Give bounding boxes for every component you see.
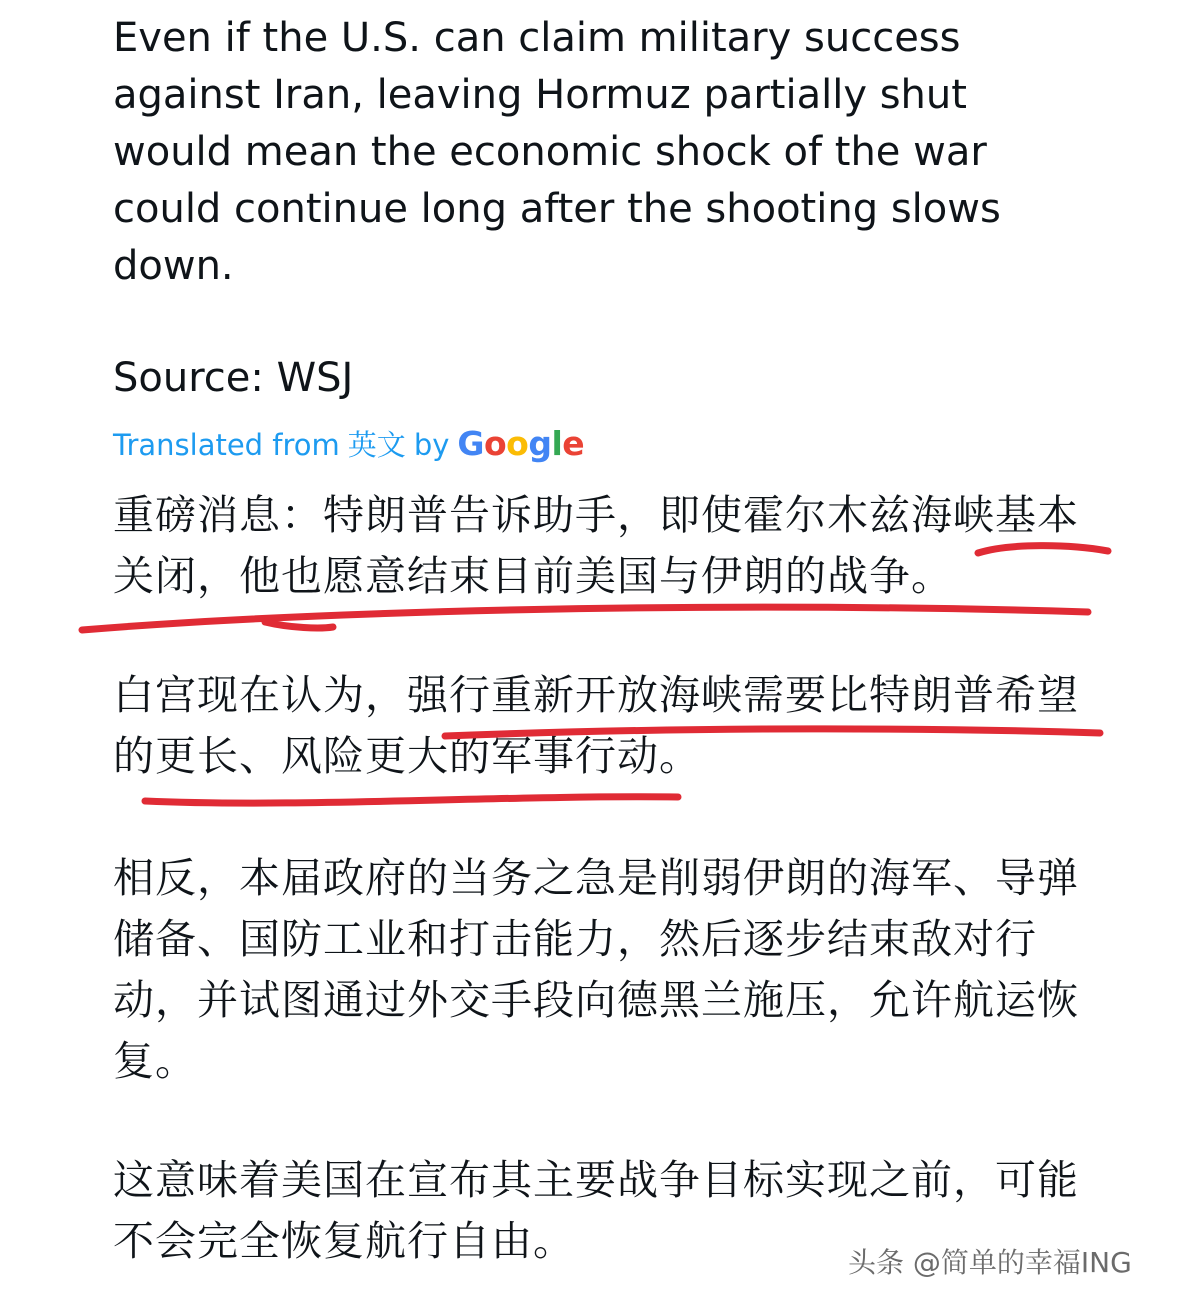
english-post-text: Even if the U.S. can claim military success against Iran, leaving Hormuz partially shut would mean the economic shock of the war could continue long after the shooting slows down. [113, 15, 1001, 289]
underline-stroke-2 [82, 607, 1088, 630]
underline-stroke-5 [145, 797, 678, 803]
translated-paragraph-4: 这意味着美国在宣布其主要战争目标实现之前，可能不会完全恢复航行自由。 [113, 1156, 1079, 1265]
by-label: by [413, 428, 450, 462]
platform-watermark: 头条 @简单的幸福ING [848, 1246, 1132, 1279]
translated-paragraph-1: 重磅消息：特朗普告诉助手，即使霍尔木兹海峡基本关闭，他也愿意结束目前美国与伊朗的战争。 [113, 491, 1079, 600]
translation-attribution[interactable] [113, 420, 584, 469]
source-language: 英文 [347, 428, 406, 462]
source-line: Source: WSJ [113, 355, 354, 401]
google-logo: Google [457, 424, 585, 463]
translated-paragraph-2: 白宫现在认为，强行重新开放海峡需要比特朗普希望的更长、风险更大的军事行动。 [113, 671, 1079, 780]
translated-paragraph-3: 相反，本届政府的当务之急是削弱伊朗的海军、导弹储备、国防工业和打击能力，然后逐步结束敌对行动，并试图通过外交手段向德黑兰施压，允许航运恢复。 [113, 854, 1079, 1085]
underline-stroke-3 [265, 622, 333, 628]
translated-from-label: Translated from [113, 428, 340, 462]
